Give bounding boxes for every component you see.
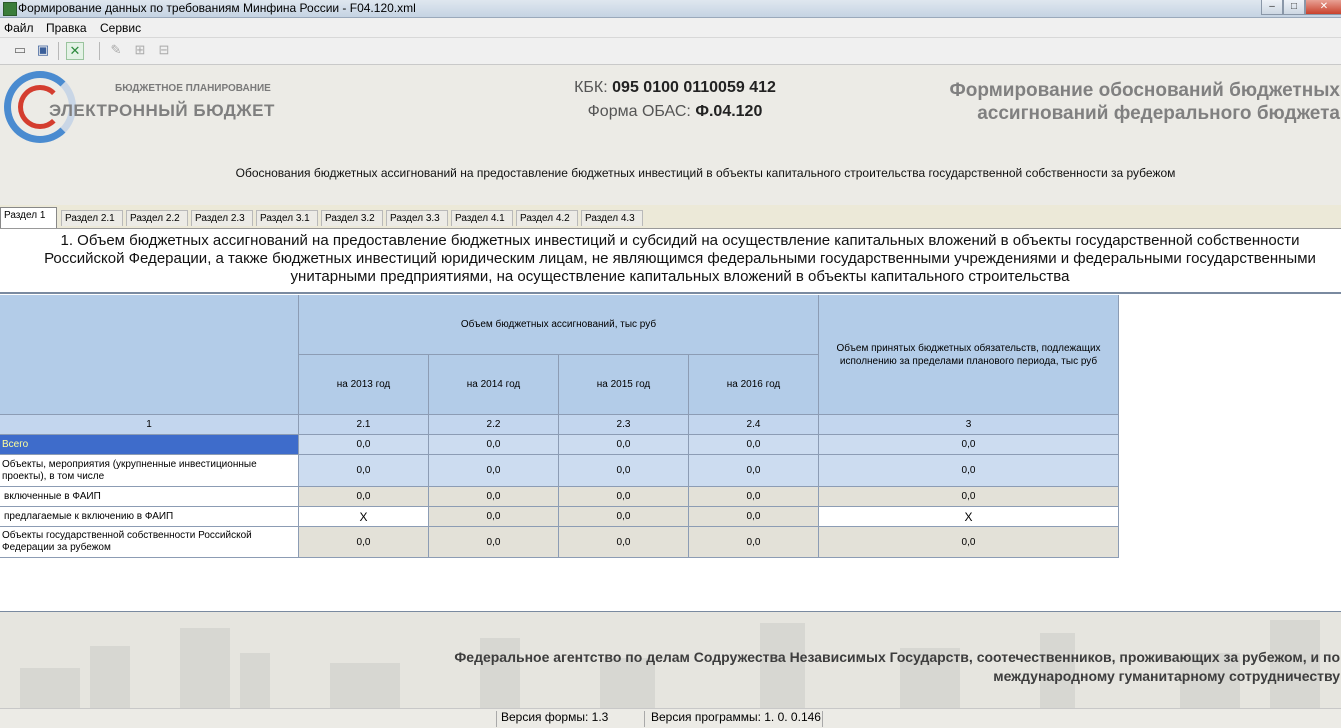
forma-value: Ф.04.120 [695, 103, 763, 120]
agency-name [454, 648, 1340, 686]
table-cell[interactable]: 0,0 [429, 527, 559, 558]
table-cell[interactable]: 0,0 [559, 527, 689, 558]
col-number-1: 1 [0, 415, 299, 435]
table-cell[interactable]: 0,0 [819, 487, 1119, 507]
form-header [0, 65, 1341, 205]
program-version: Версия программы: 1. 0. 0.146 [651, 710, 821, 724]
agency-name-line2: международному гуманитарному сотрудничеству [993, 668, 1340, 684]
table-cell[interactable]: X [299, 507, 429, 527]
minimize-button[interactable]: ‒ [1261, 0, 1283, 15]
agency-name-line1: Федеральное агентство по делам Содружества Независимых Государств, соотечественников, проживающих за рубежом, и по [454, 649, 1340, 665]
close-button[interactable]: ✕ [1305, 0, 1341, 15]
menu-file[interactable]: Файл [4, 21, 34, 35]
toolbar [0, 38, 1341, 65]
table-cell[interactable]: 0,0 [559, 507, 689, 527]
header-title-line1: Формирование обоснований бюджетных [949, 80, 1340, 101]
skyline-shape [240, 653, 270, 708]
logo-title: ЭЛЕКТРОННЫЙ БЮДЖЕТ [49, 101, 275, 120]
table-cell[interactable]: 0,0 [819, 527, 1119, 558]
table-cell[interactable]: 0,0 [299, 527, 429, 558]
table-cell[interactable]: 0,0 [689, 487, 819, 507]
col-number-3: 3 [819, 415, 1119, 435]
section-title-line1: 1. Объем бюджетных ассигнований на предоставление бюджетных инвестиций и субсидий на осуществление капитальных вложений в объекты государственной собственности [60, 232, 1300, 249]
skyline-shape [180, 628, 230, 708]
add-row-icon[interactable]: ⊞ [134, 42, 146, 57]
section-title-line3: унитарными предприятиями, на осуществление капитальных вложений в объекты капитального строительства [290, 268, 1070, 285]
group-header: Объем бюджетных ассигнований, тыс руб [299, 295, 819, 355]
table-cell[interactable]: 0,0 [559, 435, 689, 455]
status-bar [0, 708, 1341, 728]
table-cell[interactable]: 0,0 [689, 435, 819, 455]
table-cell[interactable]: 0,0 [559, 487, 689, 507]
table-cell[interactable]: 0,0 [429, 507, 559, 527]
section-content [0, 229, 1341, 612]
menu-service[interactable]: Сервис [100, 21, 142, 35]
table-cell[interactable]: 0,0 [429, 487, 559, 507]
col-number-2-3: 2.3 [559, 415, 689, 435]
table-cell[interactable]: 0,0 [689, 507, 819, 527]
table-cell[interactable]: X [819, 507, 1119, 527]
form-version: Версия формы: 1.3 [501, 710, 609, 724]
table-cell[interactable]: 0,0 [559, 455, 689, 487]
tab-razdel-2-3[interactable]: Раздел 2.3 [191, 210, 253, 226]
menu-bar [0, 18, 1341, 38]
divider [0, 292, 1341, 294]
forma-label: Форма ОБАС: [587, 103, 691, 120]
open-folder-icon[interactable]: ▭ [13, 42, 27, 57]
skyline-shape [330, 663, 400, 708]
header-title-line2: ассигнований федерального бюджета [977, 103, 1340, 124]
table-cell[interactable]: 0,0 [689, 527, 819, 558]
window-title: Формирование данных по требованиям Минфина России - F04.120.xml [18, 1, 416, 15]
table-cell[interactable]: 0,0 [429, 435, 559, 455]
row-label-objects[interactable]: Объекты, мероприятия (укрупненные инвестиционные проекты), в том числе [0, 455, 299, 487]
obligations-header: Объем принятых бюджетных обязательств, подлежащих исполнению за пределами планового периода, тыс руб [819, 295, 1119, 415]
table-cell[interactable]: 0,0 [299, 435, 429, 455]
table-cell[interactable]: 0,0 [299, 487, 429, 507]
year-header-2014: на 2014 год [429, 355, 559, 415]
year-header-2013: на 2013 год [299, 355, 429, 415]
section-title-line2: Российской Федерации, а также бюджетных инвестиций юридическим лицам, не являющимся федеральными государственными учреждениями и федеральными государственными [44, 250, 1316, 267]
table-cell[interactable]: 0,0 [819, 455, 1119, 487]
app-icon [3, 2, 17, 16]
kbk-line [560, 79, 790, 97]
row-label-state-property-abroad[interactable]: Объекты государственной собственности Российской Федерации за рубежом [0, 527, 299, 558]
row-label-proposed-faip[interactable]: предлагаемые к включению в ФАИП [0, 507, 299, 527]
tab-razdel-2-2[interactable]: Раздел 2.2 [126, 210, 188, 226]
col-number-2-1: 2.1 [299, 415, 429, 435]
skyline-shape [90, 646, 130, 708]
section-title [0, 232, 1341, 286]
row-header-cell [0, 295, 299, 415]
maximize-button[interactable]: □ [1283, 0, 1305, 15]
save-icon[interactable]: ▣ [36, 42, 50, 57]
edit-pencil-icon[interactable]: ✎ [110, 42, 122, 57]
row-label-total[interactable]: Всего [0, 435, 299, 455]
forma-line [560, 103, 790, 121]
year-header-2016: на 2016 год [689, 355, 819, 415]
logo-subtitle: БЮДЖЕТНОЕ ПЛАНИРОВАНИЕ [115, 83, 271, 94]
tab-razdel-1[interactable]: Раздел 1 [0, 207, 57, 228]
kbk-label: КБК: [574, 79, 608, 96]
skyline-shape [20, 668, 80, 708]
tab-razdel-4-3[interactable]: Раздел 4.3 [581, 210, 643, 226]
tab-razdel-2-1[interactable]: Раздел 2.1 [61, 210, 123, 226]
col-number-2-2: 2.2 [429, 415, 559, 435]
menu-edit[interactable]: Правка [46, 21, 87, 35]
footer-banner [0, 612, 1341, 708]
kbk-value: 095 0100 0110059 412 [612, 79, 776, 96]
table-cell[interactable]: 0,0 [299, 455, 429, 487]
form-subtitle: Обоснования бюджетных ассигнований на предоставление бюджетных инвестиций в объекты капитального строительства государственной собственности за рубежом [235, 166, 1176, 180]
tab-razdel-3-2[interactable]: Раздел 3.2 [321, 210, 383, 226]
section-tabs [0, 207, 1341, 229]
year-header-2015: на 2015 год [559, 355, 689, 415]
table-cell[interactable]: 0,0 [429, 455, 559, 487]
tab-razdel-3-3[interactable]: Раздел 3.3 [386, 210, 448, 226]
delete-row-icon[interactable]: ⊟ [158, 42, 170, 57]
row-label-faip[interactable]: включенные в ФАИП [0, 487, 299, 507]
col-number-2-4: 2.4 [689, 415, 819, 435]
header-title [950, 79, 1340, 125]
tab-razdel-3-1[interactable]: Раздел 3.1 [256, 210, 318, 226]
excel-export-icon[interactable]: ✕ [66, 42, 84, 60]
tab-razdel-4-1[interactable]: Раздел 4.1 [451, 210, 513, 226]
table-cell[interactable]: 0,0 [819, 435, 1119, 455]
tab-razdel-4-2[interactable]: Раздел 4.2 [516, 210, 578, 226]
table-cell[interactable]: 0,0 [689, 455, 819, 487]
window-titlebar [0, 0, 1341, 18]
